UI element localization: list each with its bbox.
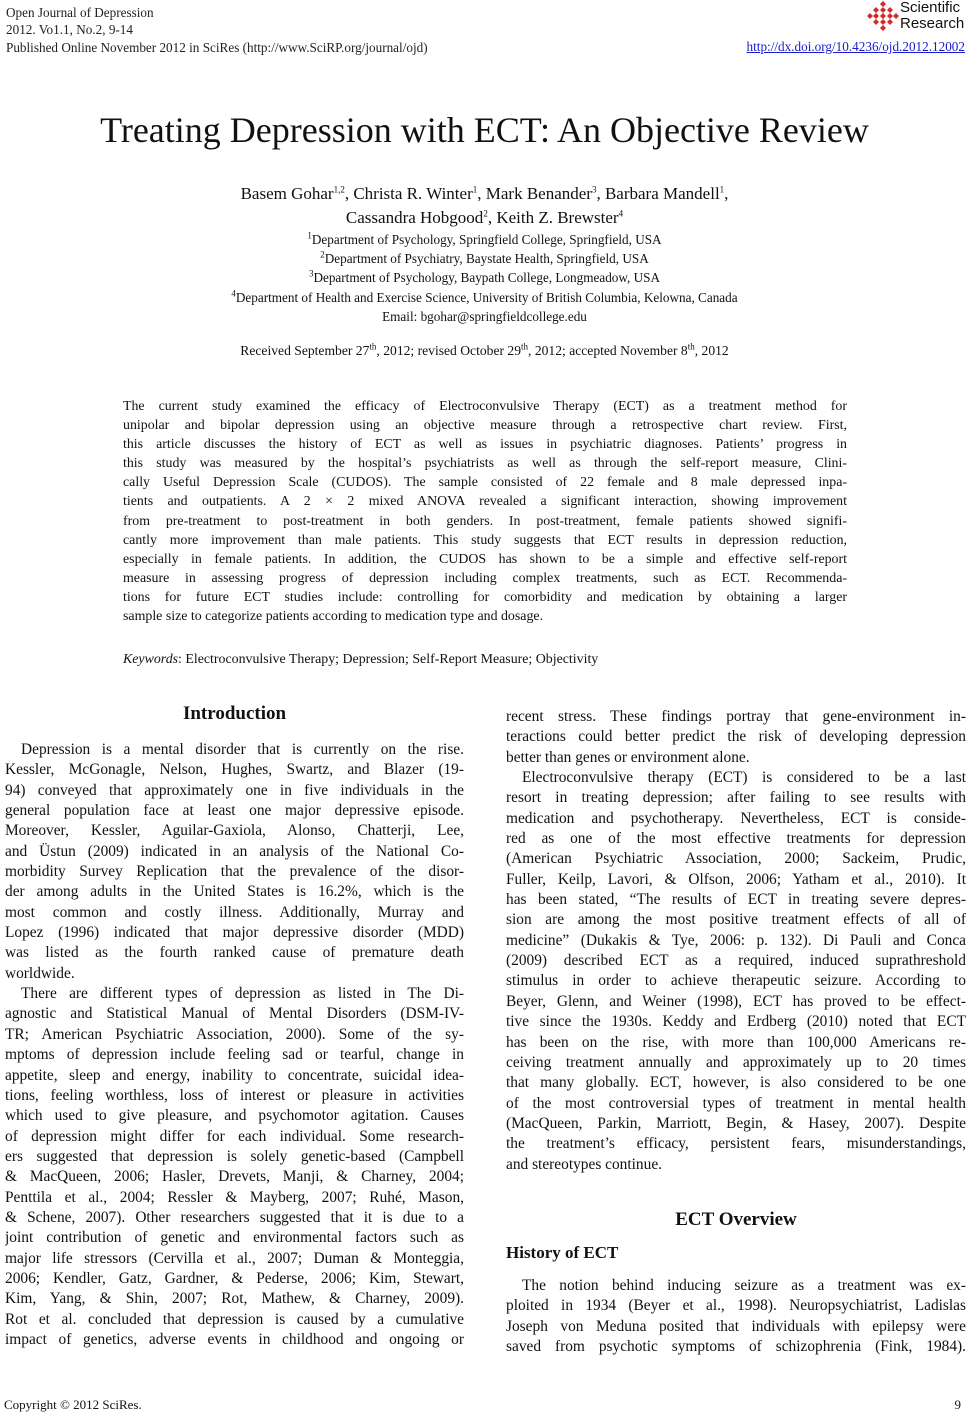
published-info: Published Online November 2012 in SciRes (http://www.SciRP.org/journal/ojd) <box>6 39 428 55</box>
logo-diamond <box>880 13 886 19</box>
body-text-line: 2006; Kendler, Gatz, Gardner, & Pederse, 2006; Kim, Stewart, <box>5 1269 464 1287</box>
body-text-line: ploited in 1934 (Beyer et al., 1998). Neuropsychiatrist, Ladislas <box>506 1297 966 1315</box>
right-column-top <box>506 707 966 1175</box>
section-heading-introduction: Introduction <box>182 703 287 724</box>
body-text-line: Joseph von Meduna posited that individuals with epilepsy were <box>506 1317 966 1335</box>
journal-header <box>6 4 428 56</box>
section-heading-ect-overview: ECT Overview <box>675 1209 797 1230</box>
body-text-line: mptoms of depression include feeling sad or tearful, change in <box>5 1046 464 1064</box>
abstract-line: this article discusses the history of ECT as well as issues in psychiatric diagnoses. Patients’ progress in <box>123 437 847 453</box>
body-text-line: agnostic and Statistical Manual of Mental Disorders (DSM-IV- <box>5 1005 464 1023</box>
body-text-line: ers suggested that depression is solely genetic-based (Campbell <box>5 1147 464 1165</box>
body-text-line: Rot et al. concluded that depression is caused by a cumulative <box>5 1310 464 1328</box>
body-text-line: and stereotypes continue. <box>506 1155 662 1173</box>
body-text-line: Depression is a mental disorder that is currently on the rise. <box>21 741 464 758</box>
abstract-line: from pre-treatment to post-treatment in both genders. In post-treatment, female patients showed signifi- <box>123 513 847 529</box>
affiliations <box>0 230 969 326</box>
scientific-research-logo <box>866 0 969 36</box>
body-text-line: general population face at least one major depressive episode. <box>5 802 464 820</box>
body-text-line: (American Psychiatric Association, 2000; Sackeim, Prudic, <box>506 850 966 868</box>
paper-title: Treating Depression with ECT: An Objective Review <box>100 110 869 150</box>
diamond-grid-icon <box>866 1 900 33</box>
email: Email: bgohar@springfieldcollege.edu <box>382 308 587 324</box>
logo-diamond <box>887 13 893 19</box>
logo-line1: Scientific <box>900 0 961 16</box>
body-text-line: appetite, sleep and energy, inability to concentrate, suicidal idea- <box>5 1066 464 1084</box>
body-text-line: tions, feeling worthless, loss of interest or pleasure in activities <box>5 1086 464 1104</box>
logo-diamond <box>880 1 886 7</box>
body-text-line: ceiving treatment annually and approximately up to 20 times <box>506 1053 966 1071</box>
logo-diamond <box>873 7 879 13</box>
author-name: Basem Gohar <box>240 184 334 203</box>
keywords-list: : Electroconvulsive Therapy; Depression; Self-Report Measure; Objectivity <box>178 652 599 667</box>
body-text-line: most common and costly illness. Additionally, Murray and <box>5 903 464 921</box>
abstract-line: unipolar and bipolar depression using an objective measure through a retrospective chart review. First, <box>123 418 847 434</box>
abstract-line: cally Useful Depression Scale (CUDOS). The sample consisted of 22 female and 8 male depressed inpa- <box>123 475 847 491</box>
body-text-line: morbidity Survey Replication that the prevalence of the disor- <box>5 863 464 881</box>
logo-diamond <box>873 13 879 19</box>
body-text-line: der among adults in the United States is 16.2%, which is the <box>5 883 464 901</box>
body-text-line: medication and psychotherapy. Nevertheless, ECT is conside- <box>506 809 966 827</box>
abstract-line: The current study examined the efficacy of Electroconvulsive Therapy (ECT) as a treatment method for <box>123 399 847 414</box>
logo-diamond <box>867 13 873 19</box>
body-text-line: sion are among the most positive treatment effects of all of <box>506 911 966 929</box>
body-text-line: has been on the rise, with more than 100,000 Americans re- <box>506 1033 966 1051</box>
journal-name: Open Journal of Depression <box>6 5 154 20</box>
logo-line2: Research <box>900 14 965 32</box>
submission-dates: Received September 27th, 2012; revised October 29th, 2012; accepted November 8th, 2012 <box>240 341 729 358</box>
body-text-line: Electroconvulsive therapy (ECT) is considered to be a last <box>522 769 966 787</box>
author-name: , Mark Benander <box>477 184 592 203</box>
body-text-line: recent stress. These findings portray that gene-environment in- <box>506 708 966 725</box>
body-text-line: has been stated, “The results of ECT in treating severe depres- <box>506 891 966 909</box>
author-name: , Christa R. Winter <box>344 184 473 203</box>
author-name: Cassandra Hobgood <box>345 208 484 227</box>
left-column <box>5 740 464 1350</box>
affiliation: $^3$Department of Psychology, Baypath College, Longmeadow, USA <box>308 269 661 286</box>
body-text-line: & MacQueen, 2006; Hasler, Drevets, Manji, & Charney, 2004; <box>5 1168 464 1186</box>
body-text-line: medicine” (Dukakis & Tye, 2006: p. 132). Di Pauli and Conca <box>506 931 966 949</box>
keywords-label: Keywords <box>123 652 179 667</box>
body-text-line: impact of genetics, adverse events in childhood and ongoing or <box>5 1330 464 1348</box>
body-text-line: saved from psychotic symptoms of schizophrenia (Fink, 1984). <box>506 1338 966 1356</box>
body-text-line: the treatment’s efficacy, persistent fears, misunderstandings, <box>506 1135 966 1153</box>
body-text-line: that many globally. ECT, however, is also considered to be one <box>506 1074 966 1092</box>
body-text-line: There are different types of depression as listed in The Di- <box>21 985 464 1003</box>
body-text-line: stimulus in order to achieve therapeutic seizure. According to <box>506 972 966 990</box>
right-column-bottom <box>506 1276 966 1357</box>
body-text-line: teractions could better predict the risk of developing depression <box>506 728 966 746</box>
affiliation: $^1$Department of Psychology, Springfield College, Springfield, USA <box>307 230 662 247</box>
abstract <box>123 397 847 626</box>
page-number: 9 <box>954 1397 961 1412</box>
body-text-line: was listed as the fourth ranked cause of premature death <box>5 944 464 962</box>
body-text-line: Penttila et al., 2004; Ressler & Mayberg, 2007; Ruhé, Mason, <box>5 1188 464 1206</box>
logo-diamond <box>880 7 886 13</box>
body-text-line: TR; American Psychiatric Association, 2000). Some of the sy- <box>5 1025 464 1043</box>
body-text-line: Fuller, Keilp, Lavori, & Olfson, 2006; Yatham et al., 2010). It <box>506 870 966 888</box>
abstract-line: measure in assessing progress of depression including complex treatments, such as ECT. Recommenda- <box>123 570 847 586</box>
logo-diamond <box>887 19 893 25</box>
abstract-line: tients and outpatients. A 2 × 2 mixed ANOVA revealed a significant interaction, showing improvement <box>123 494 847 510</box>
logo-diamond <box>873 19 879 25</box>
abstract-line: especially in female patients. In addition, the CUDOS has shown to be a simple and effective self-report <box>123 551 847 567</box>
body-text-line: and Üstun (2009) indicated in an analysis of the National Co- <box>5 842 464 860</box>
abstract-line: this study was measured by the hospital’s psychiatrists as well as through the self-report measure, Clini- <box>123 456 847 472</box>
journal-volume: 2012. Vo1.1, No.2, 9-14 <box>6 22 133 38</box>
body-text-line: joint contribution of genetic and environmental factors such as <box>5 1229 464 1247</box>
abstract-line: sample size to categorize patients according to medication type and dosage. <box>123 609 544 625</box>
body-text-line: major life stressors (Cervilla et al., 2007; Duman & Monteggia, <box>5 1249 464 1267</box>
body-text-line: & Schene, 2007). Other researchers suggested that it is due to a <box>5 1208 464 1226</box>
body-text-line: The notion behind inducing seizure as a treatment was ex- <box>522 1277 966 1294</box>
keywords <box>123 651 598 669</box>
copyright: Copyright © 2012 SciRes. <box>4 1397 142 1412</box>
body-text-line: (MacQueen, Parkin, Marriott, Begin, & Hasey, 2007). Despite <box>506 1114 966 1132</box>
subsection-heading-history: History of ECT <box>506 1243 619 1262</box>
body-text-line: resort in treating depression; after failing to see results with <box>506 789 966 807</box>
author-name: , Keith Z. Brewster <box>487 208 619 227</box>
body-text-line: worldwide. <box>5 964 75 982</box>
author-name: , Barbara Mandell <box>596 184 720 203</box>
abstract-line: cantly more improvement than male patients. This study suggests that ECT results in depression reduction, <box>123 532 847 548</box>
body-text-line: tive since the 1930s. Keddy and Erdberg (2010) noted that ECT <box>506 1013 966 1031</box>
abstract-line: tions for future ECT studies include: controlling for comorbidity and medication by obtaining a larger <box>123 589 847 605</box>
affiliation: $^2$Department of Psychiatry, Baystate Health, Springfield, USA <box>320 249 649 267</box>
body-text-line: Moreover, Kessler, Aguilar-Gaxiola, Alonso, Chatterji, Lee, <box>5 822 464 840</box>
body-text-line: of depression might differ for each individual. Some research- <box>5 1127 464 1145</box>
affiliation: $^4$Department of Health and Exercise Science, University of British Columbia, Kelowna, Canada <box>231 288 738 305</box>
body-text-line: Lopez (1996) indicated that major depressive disorder (MDD) <box>5 924 464 942</box>
body-text-line: red as one of the most effective treatments for depression <box>506 830 966 848</box>
logo-diamond <box>893 13 899 19</box>
body-text-line: (2009) described ECT as a required, induced suprathreshold <box>506 952 966 970</box>
body-text-line: 94) conveyed that approximately one in five individuals in the <box>5 781 464 799</box>
body-text-line: of the most controversial types of treatment in mental health <box>506 1094 966 1112</box>
body-text-line: better than genes or environment alone. <box>506 748 750 766</box>
body-text-line: which used to give pleasure, and psychomotor agitation. Causes <box>5 1107 464 1125</box>
body-text-line: Kessler, McGonagle, Nelson, Hughes, Swartz, and Blazer (19- <box>5 761 464 779</box>
body-text-line: Kim, Yang, & Shin, 2007; Rot, Mathew, & Charney, 2009). <box>5 1290 464 1308</box>
logo-diamond <box>887 7 893 13</box>
author-list: Basem Gohar$^{1,2}$, Christa R. Winter$^1$, Mark Benander$^3$, Barbara Mandell$^1$, Cassandra Hobgood$^2$, Keith Z. Brewster$^4$ <box>240 184 729 227</box>
logo-diamond <box>880 19 886 25</box>
doi-link[interactable]: http://dx.doi.org/10.4236/ojd.2012.12002 <box>746 39 965 54</box>
body-text-line: Beyer, Glenn, and Weiner (1998), ECT has proved to be effect- <box>506 992 966 1010</box>
logo-diamond <box>880 25 886 31</box>
